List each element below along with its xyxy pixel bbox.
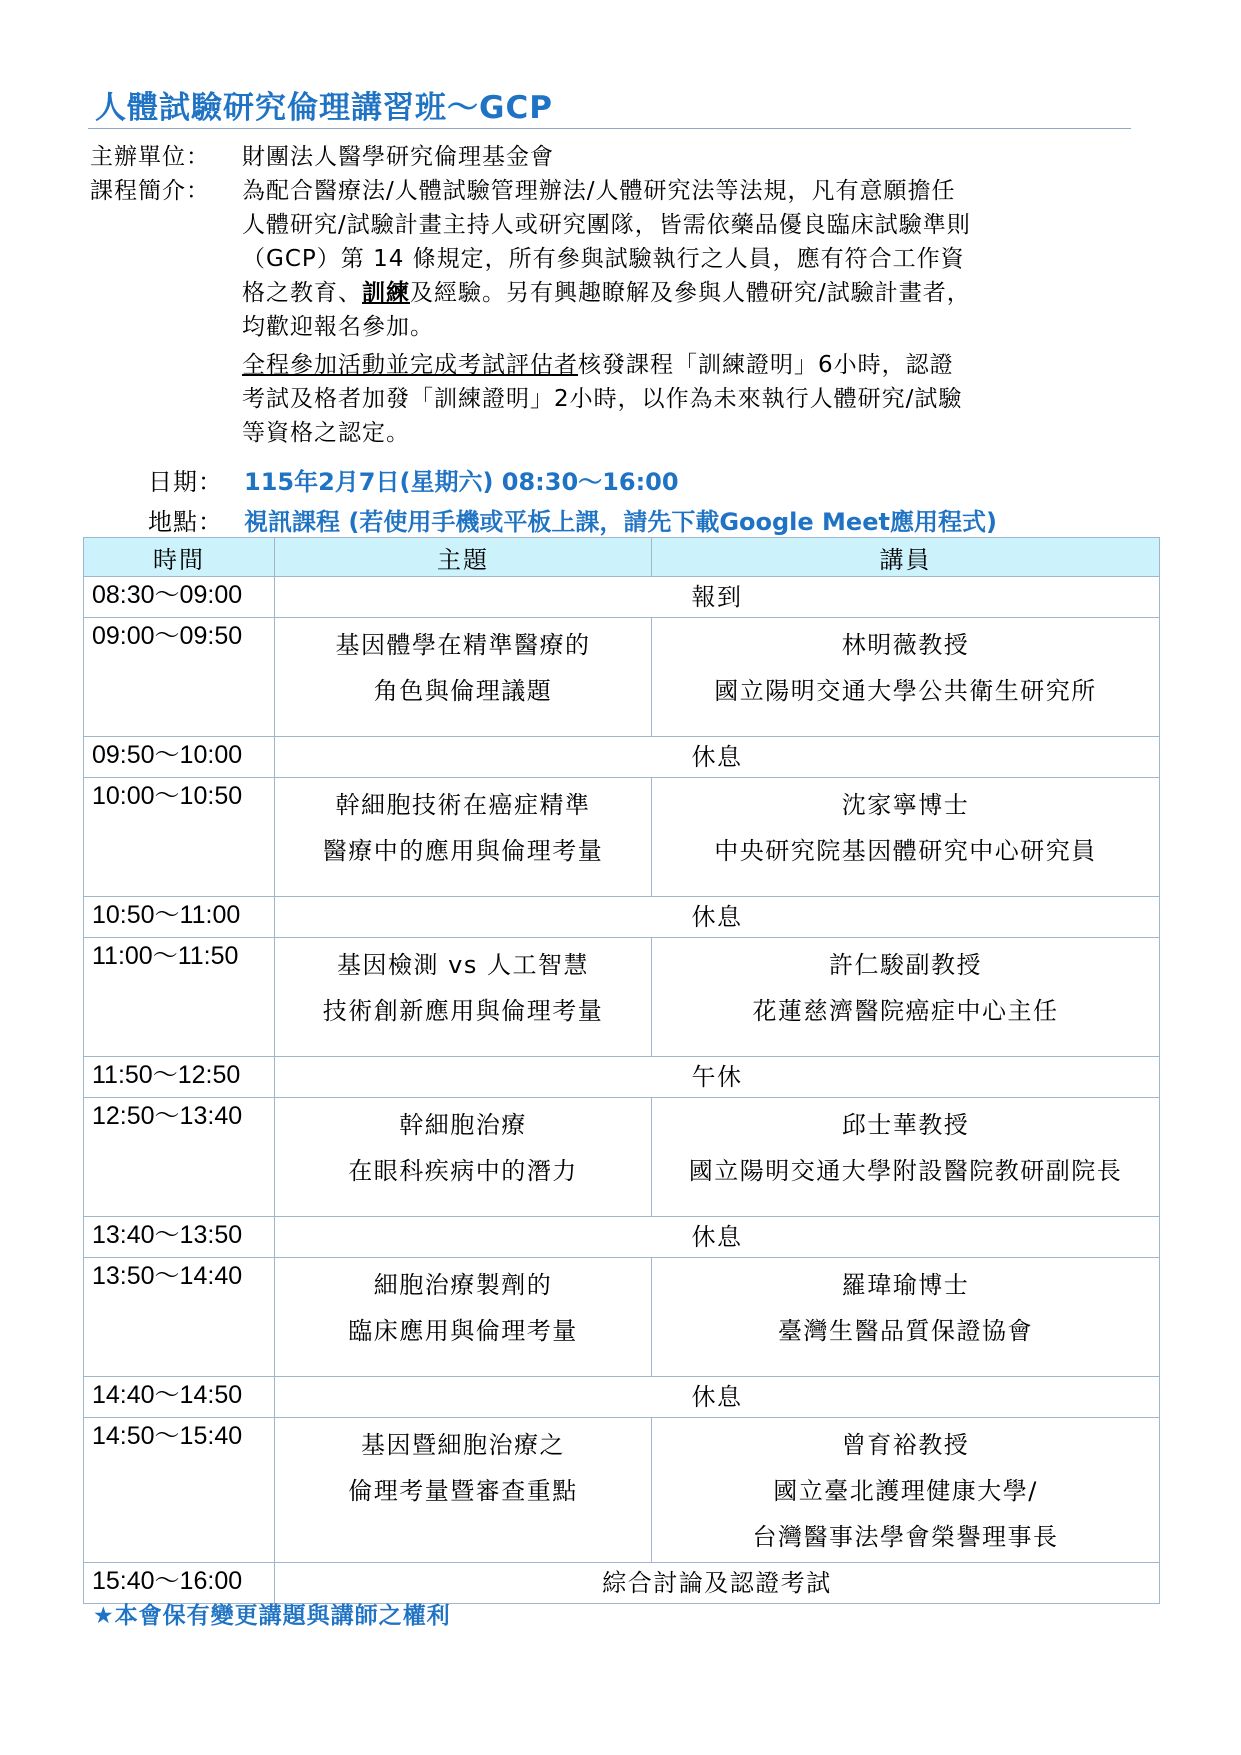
schedule-table (83, 537, 1160, 1604)
topic-line: 幹細胞技術在癌症精準 (335, 791, 591, 819)
date-value: 115年2月7日(星期六) 08:30～16:00 (244, 468, 679, 496)
header-time: 時間 (84, 538, 275, 577)
speaker-name: 林明薇教授 (841, 631, 970, 659)
topic-line: 技術創新應用與倫理考量 (322, 997, 604, 1025)
time-cell: 08:30～09:00 (84, 577, 275, 618)
activity-cell: 休息 (275, 737, 1160, 778)
header-speaker: 講員 (652, 538, 1160, 577)
topic-cell (275, 938, 652, 1057)
table-row (84, 737, 1160, 778)
venue-value: 視訊課程 (若使用手機或平板上課，請先下載Google Meet應用程式) (244, 508, 997, 536)
intro-text-part: 及經驗。另有興趣瞭解及參與人體研究/試驗計畫者， (410, 280, 971, 306)
topic-line: 在眼科疾病中的潛力 (348, 1157, 578, 1185)
topic-line: 倫理考量暨審查重點 (348, 1477, 578, 1505)
intro-line: （GCP）第 14 條規定，所有參與試驗執行之人員，應有符合工作資 (242, 246, 965, 272)
time-cell: 14:40～14:50 (84, 1377, 275, 1418)
intro-row (90, 174, 1150, 450)
speaker-cell (652, 1418, 1160, 1563)
table-row (84, 1057, 1160, 1098)
venue-row (148, 502, 997, 537)
speaker-cell (652, 1258, 1160, 1377)
speaker-affiliation: 台灣醫事法學會榮譽理事長 (752, 1523, 1059, 1551)
topic-line: 角色與倫理議題 (373, 677, 553, 705)
topic-line: 幹細胞治療 (399, 1111, 527, 1139)
certificate-line (242, 348, 1147, 382)
certificate-condition: 全程參加活動並完成考試評估者 (242, 352, 578, 378)
activity-cell: 報到 (275, 577, 1160, 618)
date-row (148, 462, 679, 497)
table-row (84, 938, 1160, 1057)
topic-cell (275, 1098, 652, 1217)
certificate-line: 考試及格者加發「訓練證明」2小時，以作為未來執行人體研究/試驗 (242, 386, 963, 412)
intro-text-part: 格之教育、 (242, 280, 362, 306)
speaker-affiliation: 國立陽明交通大學附設醫院教研副院長 (688, 1157, 1123, 1185)
speaker-name: 曾育裕教授 (841, 1431, 970, 1459)
topic-cell (275, 1418, 652, 1563)
time-cell: 09:50～10:00 (84, 737, 275, 778)
table-row (84, 778, 1160, 897)
table-row (84, 1418, 1160, 1563)
time-cell: 09:00～09:50 (84, 618, 275, 737)
topic-cell (275, 778, 652, 897)
speaker-affiliation: 臺灣生醫品質保證協會 (778, 1317, 1033, 1345)
page-title: 人體試驗研究倫理講習班～GCP (95, 90, 553, 126)
speaker-affiliation: 花蓮慈濟醫院癌症中心主任 (752, 997, 1059, 1025)
topic-line: 基因檢測 vs 人工智慧 (337, 951, 589, 979)
speaker-cell (652, 1098, 1160, 1217)
time-cell: 14:50～15:40 (84, 1418, 275, 1563)
activity-cell: 綜合討論及認證考試 (275, 1563, 1160, 1604)
speaker-cell (652, 778, 1160, 897)
table-row (84, 1217, 1160, 1258)
time-cell: 12:50～13:40 (84, 1098, 275, 1217)
activity-cell: 休息 (275, 897, 1160, 938)
time-cell: 10:50～11:00 (84, 897, 275, 938)
speaker-affiliation: 國立臺北護理健康大學/ (773, 1477, 1038, 1505)
certificate-line: 等資格之認定。 (242, 420, 410, 446)
venue-label: 地點： (148, 508, 223, 536)
title-divider (88, 128, 1131, 129)
topic-line: 醫療中的應用與倫理考量 (322, 837, 604, 865)
organizer-label: 主辦單位： (90, 144, 210, 170)
certificate-text: 核發課程「訓練證明」6小時，認證 (578, 352, 954, 378)
topic-line: 基因體學在精準醫療的 (335, 631, 591, 659)
topic-line: 細胞治療製劑的 (373, 1271, 553, 1299)
speaker-affiliation: 中央研究院基因體研究中心研究員 (714, 837, 1097, 865)
intro-line: 為配合醫療法/人體試驗管理辦法/人體研究法等法規，凡有意願擔任 (242, 178, 956, 204)
rights-note: ★本會保有變更講題與講師之權利 (93, 1603, 451, 1629)
table-row (84, 897, 1160, 938)
table-header (84, 538, 1160, 577)
speaker-cell (652, 938, 1160, 1057)
table-row (84, 1377, 1160, 1418)
time-cell: 11:00～11:50 (84, 938, 275, 1057)
time-cell: 10:00～10:50 (84, 778, 275, 897)
table-row (84, 618, 1160, 737)
time-cell: 13:40～13:50 (84, 1217, 275, 1258)
speaker-name: 沈家寧博士 (841, 791, 970, 819)
speaker-affiliation: 國立陽明交通大學公共衛生研究所 (714, 677, 1097, 705)
training-emphasis: 訓練 (362, 280, 410, 306)
time-cell: 11:50～12:50 (84, 1057, 275, 1098)
intro-text (242, 174, 1147, 450)
intro-line: 人體研究/試驗計畫主持人或研究團隊，皆需依藥品優良臨床試驗準則 (242, 212, 971, 238)
activity-cell: 午休 (275, 1057, 1160, 1098)
activity-cell: 休息 (275, 1377, 1160, 1418)
topic-cell (275, 618, 652, 737)
table-row (84, 1098, 1160, 1217)
header-topic: 主題 (275, 538, 652, 577)
speaker-name: 邱士華教授 (841, 1111, 970, 1139)
time-cell: 15:40～16:00 (84, 1563, 275, 1604)
organizer-row (90, 140, 1150, 174)
topic-line: 基因暨細胞治療之 (361, 1431, 565, 1459)
topic-line: 臨床應用與倫理考量 (348, 1317, 578, 1345)
table-row (84, 577, 1160, 618)
activity-cell: 休息 (275, 1217, 1160, 1258)
speaker-name: 羅瑋瑜博士 (841, 1271, 970, 1299)
speaker-cell (652, 618, 1160, 737)
course-info (90, 140, 1150, 450)
organizer-value: 財團法人醫學研究倫理基金會 (242, 144, 554, 170)
topic-cell (275, 1258, 652, 1377)
intro-line (242, 276, 1147, 310)
time-cell: 13:50～14:40 (84, 1258, 275, 1377)
speaker-name: 許仁駿副教授 (829, 951, 982, 979)
intro-line: 均歡迎報名參加。 (242, 314, 434, 340)
intro-label: 課程簡介： (90, 178, 210, 204)
date-label: 日期： (148, 468, 223, 496)
table-row (84, 1258, 1160, 1377)
